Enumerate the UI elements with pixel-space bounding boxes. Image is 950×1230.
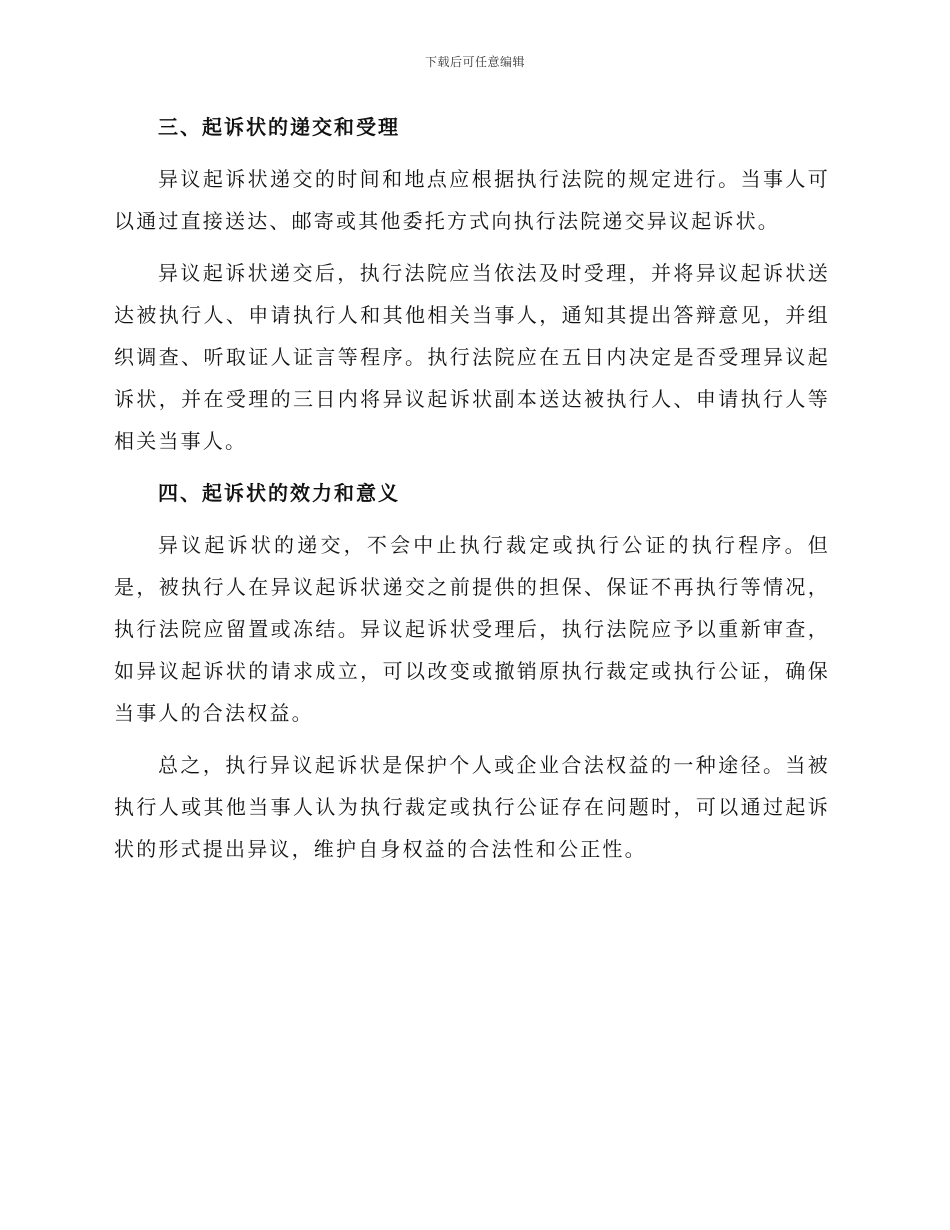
- paragraph: 异议起诉状的递交，不会中止执行裁定或执行公证的执行程序。但是，被执行人在异议起诉状递交之前提供的担保、保证不再执行等情况，执行法院应留置或冻结。异议起诉状受理后，执行法院应予以重新审查，如异议起诉状的请求成立，可以改变或撤销原执行裁定或执行公证，确保当事人的合法权益。: [114, 533, 830, 725]
- document-body: [114, 106, 830, 880]
- paragraph: 异议起诉状递交的时间和地点应根据执行法院的规定进行。当事人可以通过直接送达、邮寄或其他委托方式向执行法院递交异议起诉状。: [114, 167, 830, 233]
- page-header-note: 下载后可任意编辑: [424, 55, 525, 69]
- paragraph: 总之，执行异议起诉状是保护个人或企业合法权益的一种途径。当被执行人或其他当事人认为执行裁定或执行公证存在问题时，可以通过起诉状的形式提出异议，维护自身权益的合法性和公正性。: [114, 753, 830, 861]
- paragraph: 异议起诉状递交后，执行法院应当依法及时受理，并将异议起诉状送达被执行人、申请执行人和其他相关当事人，通知其提出答辩意见，并组织调查、听取证人证言等程序。执行法院应在五日内决定是否受理异议起诉状，并在受理的三日内将异议起诉状副本送达被执行人、申请执行人等相关当事人。: [114, 261, 830, 453]
- section-heading: 三、起诉状的递交和受理: [158, 115, 400, 139]
- section-heading: 四、起诉状的效力和意义: [158, 481, 400, 505]
